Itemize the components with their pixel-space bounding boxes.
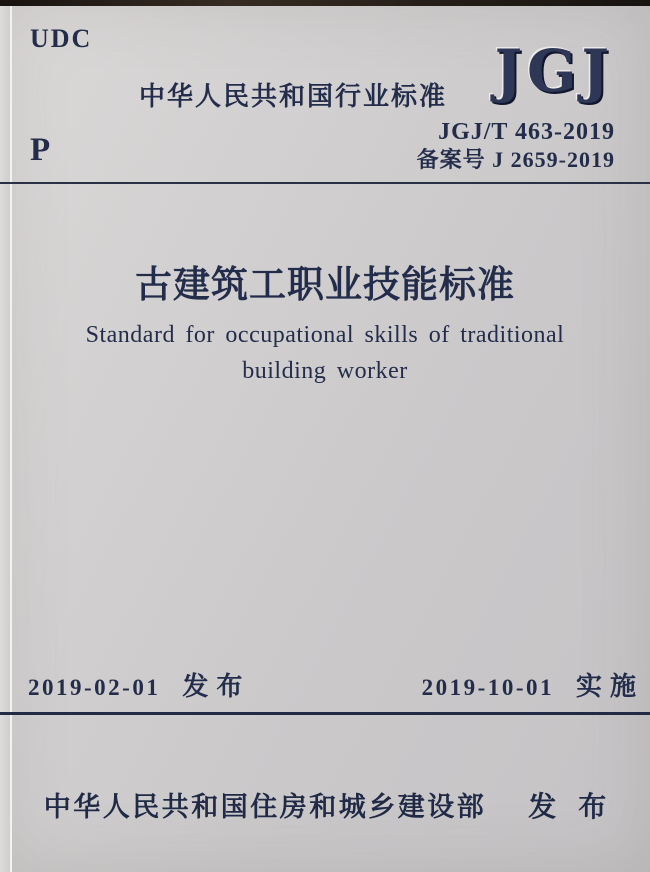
title-chinese: 古建筑工职业技能标准	[135, 265, 515, 306]
header-divider	[0, 182, 650, 184]
implement-date-group	[421, 666, 644, 703]
standard-number: JGJ/T 463-2019	[438, 119, 615, 145]
record-number: 备案号 J 2659-2019	[416, 147, 615, 172]
title-english	[0, 317, 650, 389]
category-heading: 中华人民共和国行业标准	[139, 82, 448, 111]
implement-date: 2019-10-01	[421, 675, 554, 700]
issue-date: 2019-02-01	[28, 675, 161, 700]
jgj-logo: JGJ	[494, 37, 614, 105]
p-classification-label: P	[30, 132, 51, 168]
dates-row	[0, 666, 650, 703]
standard-codes-block	[417, 118, 615, 174]
title-english-line2: building worker	[242, 358, 408, 384]
publisher-org: 中华人民共和国住房和城乡建设部	[43, 792, 487, 822]
issue-label: 发布	[182, 672, 251, 701]
footer-divider	[0, 712, 650, 715]
publisher-label: 发布	[528, 791, 629, 822]
cover-crease-line	[0, 6, 12, 872]
issue-date-group	[28, 666, 251, 703]
publisher-row	[0, 785, 650, 825]
implement-label: 实施	[575, 672, 644, 701]
title-english-line1: Standard for occupational skills of traditional	[85, 322, 565, 348]
photo-top-edge	[0, 0, 650, 6]
udc-label: UDC	[30, 24, 93, 53]
